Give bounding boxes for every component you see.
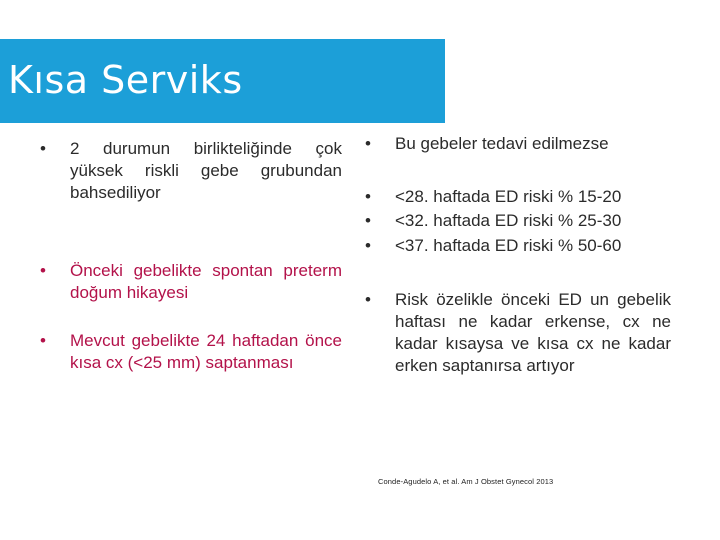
left-bullet-item [40, 330, 342, 374]
bullet-icon: • [40, 261, 46, 280]
left-bullet-text: Mevcut gebelikte 24 haftadan önce kısa cx (<25 mm) saptanması [70, 331, 342, 372]
bullet-icon: • [365, 134, 371, 153]
left-bullet-item [40, 138, 342, 204]
right-bullet-item [365, 210, 671, 232]
left-bullet-item [40, 260, 342, 304]
right-bullet-item [365, 133, 671, 155]
right-bullet-text: <37. haftada ED riski % 50-60 [395, 236, 622, 255]
right-bullet-item [365, 186, 671, 208]
right-bullet-item [365, 289, 671, 377]
citation: Conde-Agudelo A, et al. Am J Obstet Gynecol 2013 [378, 477, 554, 486]
bullet-icon: • [40, 139, 46, 158]
bullet-icon: • [365, 187, 371, 206]
right-bullet-item [365, 235, 671, 257]
bullet-icon: • [365, 290, 371, 309]
bullet-icon: • [40, 331, 46, 350]
bullet-icon: • [365, 211, 371, 230]
left-bullet-text: 2 durumun birlikteliğinde çok yüksek riskli gebe grubundan bahsediliyor [70, 139, 342, 202]
right-bullet-text: <28. haftada ED riski % 15-20 [395, 187, 622, 206]
right-bullet-text: Bu gebeler tedavi edilmezse [395, 134, 609, 153]
bullet-icon: • [365, 236, 371, 255]
left-bullet-text: Önceki gebelikte spontan preterm doğum hikayesi [70, 261, 342, 302]
right-bullet-text: Risk özelikle önceki ED un gebelik haftası ne kadar erkense, cx ne kadar kısaysa ve kısa cx ne kadar erken saptanırsa artıyor [395, 290, 671, 375]
right-bullet-text: <32. haftada ED riski % 25-30 [395, 211, 622, 230]
slide-title: Kısa Serviks [8, 58, 243, 102]
